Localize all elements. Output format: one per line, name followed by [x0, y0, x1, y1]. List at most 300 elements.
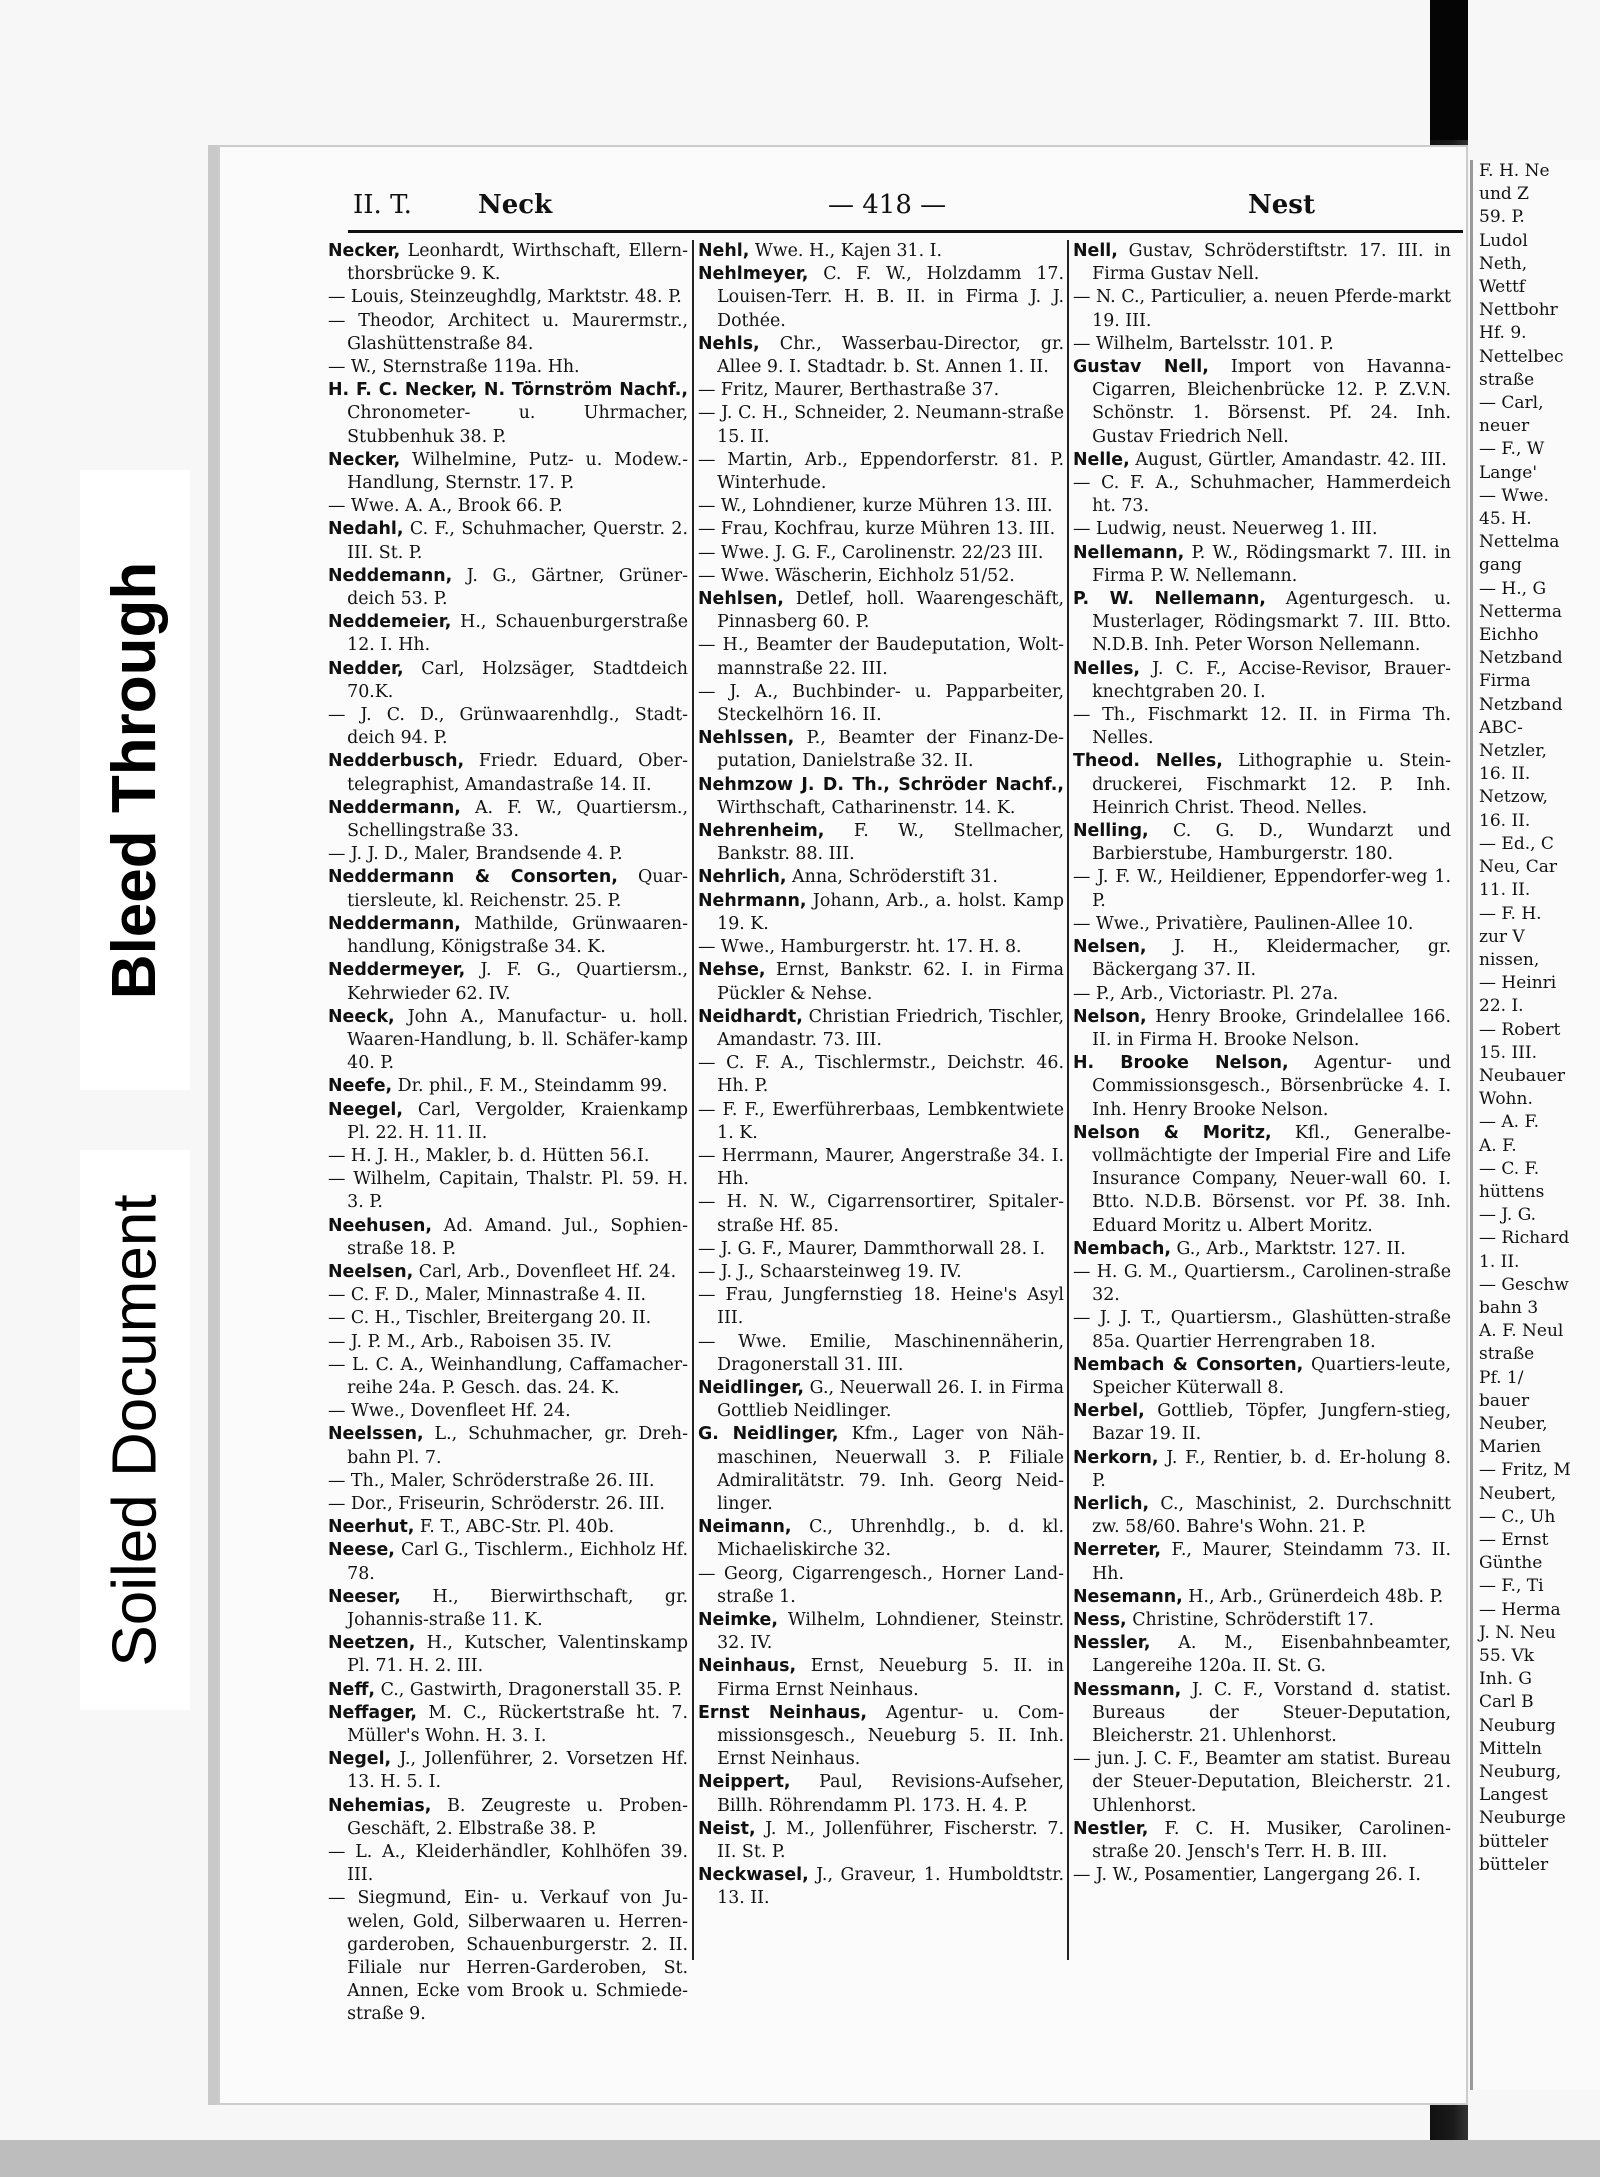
entry-name: Nestler,: [1073, 1818, 1149, 1839]
column-2: [698, 240, 1064, 1960]
adjacent-page-line: — Herma: [1479, 1599, 1561, 1620]
entry-text: J., Graveur, 1. Humboldtstr. 13. II.: [717, 1865, 1064, 1909]
directory-entry: [1073, 240, 1451, 286]
adjacent-page: [1470, 160, 1600, 2090]
entry-name: Neefe,: [328, 1076, 393, 1097]
adjacent-page-line: Günthe: [1479, 1553, 1543, 1574]
adjacent-page-line: Nettelma: [1479, 532, 1560, 553]
directory-entry: [1073, 866, 1451, 912]
directory-entry: [328, 1215, 688, 1261]
directory-entry: [698, 1099, 1064, 1145]
directory-entry: [698, 820, 1064, 866]
entry-name: Nembach & Consorten,: [1073, 1354, 1304, 1375]
directory-entry: [698, 890, 1064, 936]
entry-text: F. C. H. Musiker, Carolinen-straße 20. Jensch's Terr. H. B. III.: [1092, 1818, 1451, 1863]
entry-text: — Wwe., Privatière, Paulinen-Allee 10.: [1073, 913, 1414, 934]
directory-entry: [1073, 1354, 1451, 1400]
adjacent-page-line: Hf. 9.: [1479, 323, 1527, 344]
entry-text: — Herrmann, Maurer, Angerstraße 34. I. Hh.: [698, 1145, 1064, 1190]
adjacent-page-line: — Ed., C: [1479, 833, 1554, 854]
directory-entry: [328, 1748, 688, 1794]
directory-entry: [328, 750, 688, 796]
directory-entry: [328, 1539, 688, 1585]
entry-name: Neist,: [698, 1818, 756, 1839]
entry-name: Nehrlich,: [698, 867, 787, 888]
entry-text: — C. F. A., Schuhmacher, Hammerdeich ht. 73.: [1073, 473, 1451, 517]
adjacent-page-line: Eichho: [1479, 625, 1539, 646]
directory-entry: [328, 1400, 688, 1423]
adjacent-page-line: Firma: [1479, 671, 1531, 692]
entry-text: — N. C., Particulier, a. neuen Pferde-markt 19. III.: [1073, 287, 1451, 331]
entry-text: J. G., Gärtner, Grüner-deich 53. P.: [347, 565, 688, 610]
entry-name: Nehl,: [698, 241, 750, 261]
adjacent-page-line: — F. H.: [1479, 903, 1542, 924]
entry-text: Carl, Arb., Dovenfleet Hf. 24.: [413, 1261, 677, 1282]
header-right-word: Nest: [1248, 190, 1315, 220]
entry-text: — Th., Fischmarkt 12. II. in Firma Th. Nelles.: [1073, 705, 1451, 749]
entry-name: Neimann,: [698, 1517, 792, 1538]
directory-entry: [698, 936, 1064, 959]
directory-entry: [328, 379, 688, 449]
entry-text: C., Gastwirth, Dragonerstall 35. P.: [375, 1679, 682, 1700]
adjacent-page-line: Netzow,: [1479, 787, 1548, 808]
entry-text: H., Schauenburgerstraße 12. I. Hh.: [347, 612, 688, 656]
entry-text: — H., Beamter der Baudeputation, Wolt-mannstraße 22. III.: [698, 635, 1064, 679]
directory-entry: [1073, 472, 1451, 518]
entry-text: — Dor., Friseurin, Schröderstr. 26. III.: [328, 1493, 665, 1514]
directory-entry: [1073, 1493, 1451, 1539]
entry-text: C. F., Schuhmacher, Querstr. 2. III. St. P.: [347, 519, 688, 563]
directory-entry: [1073, 449, 1451, 472]
entry-name: Nessmann,: [1073, 1679, 1182, 1700]
entry-text: — C. F. A., Tischlermstr., Deichstr. 46. Hh. P.: [698, 1053, 1064, 1097]
entry-text: C. G. D., Wundarzt und Barbierstube, Hamburgerstr. 180.: [1092, 821, 1451, 865]
directory-entry: [328, 959, 688, 1005]
adjacent-page-line: 55. Vk: [1479, 1646, 1535, 1666]
entry-text: P., Beamter der Finanz-De-putation, Danielstraße 32. II.: [717, 728, 1064, 772]
entry-text: J. M., Jollenführer, Fischerstr. 7. II. St. P.: [717, 1818, 1064, 1863]
directory-entry: [698, 1609, 1064, 1655]
entry-text: Ernst, Bankstr. 62. I. in Firma Pückler & Nehse.: [717, 960, 1064, 1004]
entry-text: Mathilde, Grünwaaren-handlung, Königstraße 34. K.: [347, 913, 688, 958]
adjacent-page-line: Netzband: [1479, 694, 1563, 715]
directory-entry: [328, 1493, 688, 1516]
entry-name: Ernst Neinhaus,: [698, 1702, 868, 1723]
entry-text: — Frau, Kochfrau, kurze Mühren 13. III.: [698, 519, 1056, 540]
entry-text: — H. G. M., Quartiersm., Carolinen-straße 32.: [1073, 1261, 1451, 1306]
directory-entry: [1073, 333, 1451, 356]
entry-name: Negel,: [328, 1749, 392, 1770]
entry-name: Nelson,: [1073, 1006, 1147, 1027]
entry-text: A. M., Eisenbahnbeamter, Langereihe 120a. II. St. G.: [1092, 1633, 1451, 1677]
directory-entry: [1073, 1400, 1451, 1446]
bleed-through-label: [80, 470, 190, 1090]
entry-name: Neddermann & Consorten,: [328, 867, 618, 888]
directory-entry: [698, 774, 1064, 820]
entry-text: Kfm., Lager von Näh-maschinen, Neuerwall 3. P. Filiale Admiralitätstr. 79. Inh. Georg Neid-linger.: [717, 1424, 1064, 1514]
directory-entry: [1073, 658, 1451, 704]
entry-text: P. W., Rödingsmarkt 7. III. in Firma P. W. Nellemann.: [1092, 542, 1451, 586]
entry-text: H., Kutscher, Valentinskamp Pl. 71. H. 2. III.: [347, 1633, 688, 1677]
directory-entry: [328, 1307, 688, 1330]
directory-entry: [328, 1284, 688, 1307]
entry-text: — J. C. D., Grünwaarenhdlg., Stadt-deich 94. P.: [328, 705, 688, 749]
entry-text: Kfl., Generalbe-vollmächtigte der Imperial Fire and Life Insurance Company, Neuer-wall 60. I. Btto. N.D.B. Börsenst. vor Pf. 38. Inh. Eduard Moritz u. Albert Moritz.: [1092, 1122, 1451, 1236]
entry-name: Ness,: [1073, 1609, 1127, 1630]
column-divider: [1067, 240, 1069, 1960]
entry-text: J. F. G., Quartiersm., Kehrwieder 62. IV.: [347, 960, 688, 1004]
entry-text: Gustav, Schröderstiftstr. 17. III. in Firma Gustav Nell.: [1092, 241, 1451, 285]
entry-text: Wirthschaft, Catharinenstr. 14. K.: [717, 797, 1016, 818]
adjacent-page-line: — Fritz, M: [1479, 1460, 1571, 1481]
entry-name: Necker,: [328, 241, 401, 261]
entry-text: H., Bierwirthschaft, gr. Johannis-straße 11. K.: [347, 1586, 688, 1630]
entry-text: J. C. F., Vorstand d. statist. Bureaus der Steuer-Deputation, Bleicherstr. 21. Uhlenhorst.: [1092, 1679, 1451, 1746]
entry-name: Gustav Nell,: [1073, 357, 1209, 378]
entry-name: Nehls,: [698, 333, 760, 354]
directory-entry: [698, 1563, 1064, 1609]
page-header: [238, 187, 1453, 223]
adjacent-page-line: — Carl,: [1479, 393, 1544, 414]
directory-entry: [328, 1168, 688, 1214]
adjacent-page-line: bauer: [1479, 1390, 1530, 1411]
entry-text: — W., Lohndiener, kurze Mühren 13. III.: [698, 496, 1053, 517]
directory-entry: [698, 1238, 1064, 1261]
entry-name: Neetzen,: [328, 1633, 416, 1654]
entry-text: — C. F. D., Maler, Minnastraße 4. II.: [328, 1285, 647, 1306]
directory-entry: [328, 1006, 688, 1076]
directory-entry: [698, 1052, 1064, 1098]
entry-text: A. F. W., Quartiersm., Schellingstraße 33.: [347, 797, 688, 842]
directory-entry: [328, 1145, 688, 1168]
entry-text: — P., Arb., Victoriastr. Pl. 27a.: [1073, 983, 1339, 1004]
directory-entry: [328, 1470, 688, 1493]
entry-text: Quar-tiersleute, kl. Reichenstr. 25. P.: [347, 867, 688, 911]
entry-name: Nerreter,: [1073, 1540, 1162, 1561]
adjacent-page-line: 11. II.: [1479, 880, 1531, 901]
entry-name: Neelssen,: [328, 1424, 424, 1445]
directory-entry: [1073, 1632, 1451, 1678]
entry-text: — Siegmund, Ein- u. Verkauf von Ju-welen, Gold, Silberwaaren u. Herren-garderoben, Schauenburgerstr. 2. II. Filiale nur Herren-Garderoben, St. Annen, Ecke vom Brook u. Schmiede-straße 9.: [328, 1888, 688, 2025]
entry-text: — Wwe., Dovenfleet Hf. 24.: [328, 1401, 571, 1422]
entry-name: G. Neidlinger,: [698, 1424, 839, 1445]
directory-entry: [328, 1331, 688, 1354]
entry-text: Lithographie u. Stein-druckerei, Fischmarkt 12. P. Inh. Heinrich Christ. Theod. Nelles.: [1092, 751, 1451, 818]
adjacent-page-line: Neuburg,: [1479, 1762, 1562, 1783]
entry-name: Nerlich,: [1073, 1493, 1150, 1514]
directory-entry: [328, 310, 688, 356]
entry-text: — Fritz, Maurer, Berthastraße 37.: [698, 380, 1000, 401]
directory-entry: [698, 565, 1064, 588]
directory-entry: [698, 379, 1064, 402]
directory-entry: [1073, 936, 1451, 982]
directory-entry: [328, 797, 688, 843]
entry-text: — Wwe. A. A., Brook 66. P.: [328, 496, 563, 517]
adjacent-page-line: Neubert,: [1479, 1483, 1557, 1504]
adjacent-page-line: Netzler,: [1479, 741, 1547, 762]
entry-name: Neerhut,: [328, 1517, 415, 1538]
entry-name: Nedder,: [328, 658, 404, 679]
directory-entry: [328, 1887, 688, 2026]
entry-text: Henry Brooke, Grindelallee 166. II. in Firma H. Brooke Nelson.: [1092, 1006, 1451, 1050]
entry-name: Neckwasel,: [698, 1865, 809, 1886]
adjacent-page-line: Netzband: [1479, 648, 1563, 669]
entry-text: — H. N. W., Cigarrensortirer, Spitaler-straße Hf. 85.: [698, 1192, 1064, 1236]
directory-entry: [1073, 1818, 1451, 1864]
adjacent-page-line: gang: [1479, 555, 1522, 576]
adjacent-page-line: neuer: [1479, 416, 1530, 437]
entry-text: Chr., Wasserbau-Director, gr. Allee 9. I. Stadtadr. b. St. Annen 1. II.: [717, 333, 1064, 378]
directory-entry: [698, 1191, 1064, 1237]
directory-entry: [1073, 1748, 1451, 1818]
entry-text: — J. W., Posamentier, Langergang 26. I.: [1073, 1865, 1421, 1886]
adjacent-page-line: hüttens: [1479, 1181, 1545, 1202]
adjacent-page-line: — A. F.: [1479, 1112, 1540, 1133]
adjacent-page-line: Netterma: [1479, 601, 1563, 622]
entry-text: — Wwe., Hamburgerstr. ht. 17. H. 8.: [698, 937, 1022, 958]
adjacent-page-line: — Richard: [1479, 1228, 1570, 1249]
adjacent-page-line: bahn 3: [1479, 1297, 1539, 1318]
directory-entry: [698, 333, 1064, 379]
entry-name: Nelling,: [1073, 821, 1149, 842]
directory-entry: [1073, 356, 1451, 449]
directory-entry: [328, 843, 688, 866]
directory-entry: [1073, 286, 1451, 332]
entry-name: Neimke,: [698, 1609, 778, 1630]
scan-bottom-band: [0, 2140, 1600, 2177]
entry-text: — Wwe. Emilie, Maschinennäherin, Dragonerstall 31. III.: [698, 1331, 1064, 1375]
adjacent-page-line: — J. G.: [1479, 1205, 1537, 1226]
directory-entry: [328, 1099, 688, 1145]
entry-text: — L. A., Kleiderhändler, Kohlhöfen 39. III.: [328, 1842, 688, 1886]
entry-name: Neddermeyer,: [328, 960, 466, 981]
adjacent-page-line: 16. II.: [1479, 764, 1531, 785]
entry-text: — Ludwig, neust. Neuerweg 1. III.: [1073, 519, 1378, 540]
directory-entry: [1073, 1052, 1451, 1122]
entry-text: J. F., Rentier, b. d. Er-holung 8. P.: [1092, 1447, 1451, 1491]
adjacent-page-line: — Wwe.: [1479, 485, 1549, 506]
entry-text: — Wwe. Wäscherin, Eichholz 51/52.: [698, 565, 1015, 586]
entry-text: C. F. W., Holzdamm 17. Louisen-Terr. H. B. II. in Firma J. J. Dothée.: [717, 264, 1064, 331]
adjacent-page-line: Wohn.: [1479, 1089, 1533, 1110]
entry-name: Neddermann,: [328, 797, 461, 818]
entry-name: Nehrenheim,: [698, 821, 825, 842]
section-label: II. T.: [353, 190, 412, 220]
entry-name: Nehse,: [698, 960, 766, 981]
adjacent-page-line: A. F. Neul: [1479, 1321, 1564, 1342]
adjacent-page-line: Inh. G: [1479, 1669, 1533, 1690]
entry-name: Neelsen,: [328, 1261, 414, 1282]
adjacent-page-line: 45. H.: [1479, 509, 1532, 530]
adjacent-page-line: Langest: [1479, 1785, 1548, 1806]
directory-entry: [698, 681, 1064, 727]
entry-text: Quartiers-leute, Speicher Küterwall 8.: [1092, 1354, 1451, 1398]
directory-entry: [698, 1331, 1064, 1377]
directory-entry: [1073, 1609, 1451, 1632]
directory-entry: [1073, 704, 1451, 750]
directory-entry: [698, 495, 1064, 518]
adjacent-page-line: Neuburg: [1479, 1715, 1556, 1736]
entry-name: Nelles,: [1073, 658, 1141, 679]
entry-text: J. H., Kleidermacher, gr. Bäckergang 37. II.: [1092, 937, 1451, 981]
adjacent-page-line: bütteler: [1479, 1831, 1549, 1852]
adjacent-page-line: Neubauer: [1479, 1065, 1566, 1086]
entry-text: H., Arb., Grünerdeich 48b. P.: [1182, 1586, 1444, 1607]
adjacent-page-line: bütteler: [1479, 1854, 1549, 1875]
entry-text: Friedr. Eduard, Ober-telegraphist, Amandastraße 14. II.: [347, 751, 688, 795]
column-divider: [692, 240, 694, 1960]
adjacent-page-line: Nettbohr: [1479, 300, 1558, 321]
soiled-document-text: Soiled Document: [100, 1193, 170, 1667]
entry-name: Neeck,: [328, 1006, 395, 1027]
adjacent-page-line: straße: [1479, 1344, 1535, 1365]
entry-name: Nelson & Moritz,: [1073, 1122, 1272, 1143]
directory-entry: [698, 1377, 1064, 1423]
entry-text: Agentur- u. Com-missionsgesch., Neueburg 5. II. Inh. Ernst Neinhaus.: [717, 1702, 1064, 1770]
directory-entry: [1073, 1238, 1451, 1261]
adjacent-page-line: — Geschw: [1479, 1274, 1569, 1295]
adjacent-page-line: nissen,: [1479, 949, 1540, 970]
adjacent-page-line: 15. III.: [1479, 1042, 1537, 1063]
entry-name: Neidlinger,: [698, 1377, 804, 1398]
entry-name: Nesemann,: [1073, 1586, 1183, 1607]
entry-text: Johann, Arb., a. holst. Kamp 19. K.: [717, 890, 1064, 934]
directory-entry: [328, 1841, 688, 1887]
adjacent-page-line: Neuber,: [1479, 1413, 1548, 1434]
entry-text: August, Gürtler, Amandastr. 42. III.: [1129, 449, 1447, 470]
directory-entry: [1073, 1447, 1451, 1493]
directory-entry: [328, 240, 688, 286]
entry-text: — W., Sternstraße 119a. Hh.: [328, 357, 580, 378]
directory-entry: [328, 704, 688, 750]
entry-text: Detlef, holl. Waarengeschäft, Pinnasberg 60. P.: [717, 589, 1064, 633]
entry-text: — jun. J. C. F., Beamter am statist. Bureau der Steuer-Deputation, Bleicherstr. 21. Uhlenhorst.: [1073, 1749, 1451, 1816]
adjacent-page-line: und Z: [1479, 184, 1529, 205]
soiled-document-label: [80, 1150, 190, 1710]
directory-entry: [1073, 820, 1451, 866]
adjacent-page-line: — H., G: [1479, 578, 1547, 599]
entry-text: Ernst, Neueburg 5. II. in Firma Ernst Neinhaus.: [717, 1656, 1064, 1700]
directory-entry: [1073, 1586, 1451, 1609]
directory-entry: [1073, 1679, 1451, 1749]
adjacent-page-line: Lange': [1479, 462, 1537, 483]
entry-name: Neffager,: [328, 1702, 418, 1723]
directory-entry: [698, 1702, 1064, 1772]
entry-text: J., Jollenführer, 2. Vorsetzen Hf. 13. H. 5. I.: [347, 1749, 688, 1793]
entry-text: — J. P. M., Arb., Raboisen 35. IV.: [328, 1331, 612, 1352]
entry-text: Agenturgesch. u. Musterlager, Rödingsmarkt 7. III. Btto. N.D.B. Inh. Peter Worson Nellemann.: [1092, 589, 1451, 656]
adjacent-page-line: — Heinri: [1479, 973, 1557, 994]
adjacent-page-line: Neth,: [1479, 253, 1528, 274]
entry-text: F. W., Stellmacher, Bankstr. 88. III.: [717, 821, 1064, 865]
entry-text: C., Uhrenhdlg., b. d. kl. Michaeliskirche 32.: [717, 1517, 1064, 1561]
adjacent-page-line: — Ernst: [1479, 1529, 1549, 1550]
book-spine-top: [1430, 0, 1468, 140]
directory-entry: [328, 1679, 688, 1702]
header-left-word: Neck: [478, 190, 553, 220]
directory-entry: [328, 356, 688, 379]
entry-text: Ad. Amand. Jul., Sophien-straße 18. P.: [347, 1215, 688, 1259]
entry-text: — Th., Maler, Schröderstraße 26. III.: [328, 1470, 655, 1491]
directory-entry: [698, 866, 1064, 889]
directory-entry: [328, 658, 688, 704]
adjacent-page-line: Carl B: [1479, 1692, 1534, 1713]
adjacent-page-line: — F., Ti: [1479, 1576, 1544, 1597]
entry-text: L., Schuhmacher, gr. Dreh-bahn Pl. 7.: [347, 1424, 688, 1468]
directory-entry: [1073, 542, 1451, 588]
document-page: [208, 145, 1468, 2105]
directory-entry: [328, 611, 688, 657]
entry-text: — J. J. D., Maler, Brandsende 4. P.: [328, 844, 623, 865]
entry-text: — F. F., Ewerführerbaas, Lembkentwiete 1. K.: [698, 1099, 1064, 1143]
entry-name: Neippert,: [698, 1772, 791, 1793]
entry-text: F. T., ABC-Str. Pl. 40b.: [414, 1517, 615, 1538]
directory-entry: [698, 1261, 1064, 1284]
adjacent-page-line: ABC-: [1479, 717, 1523, 738]
entry-name: H. F. C. Necker, N. Törnström Nachf.,: [328, 380, 688, 401]
entry-name: Neehusen,: [328, 1215, 433, 1236]
directory-entry: [328, 1702, 688, 1748]
entry-text: Christine, Schröderstift 17.: [1126, 1609, 1375, 1630]
entry-text: Christian Friedrich, Tischler, Amandastr. 73. III.: [717, 1006, 1064, 1050]
entry-text: — L. C. A., Weinhandlung, Caffamacher-reihe 24a. P. Gesch. das. 24. K.: [328, 1354, 688, 1398]
entry-name: Nehmzow J. D. Th., Schröder Nachf.,: [698, 774, 1064, 795]
adjacent-page-line: zur V: [1479, 926, 1525, 947]
entry-text: Gottlieb, Töpfer, Jungfern-stieg, Bazar 19. II.: [1092, 1401, 1451, 1445]
entry-name: Nelle,: [1073, 449, 1130, 470]
entry-name: Neidhardt,: [698, 1006, 803, 1027]
entry-name: Nehrmann,: [698, 890, 807, 911]
entry-text: — Wilhelm, Capitain, Thalstr. Pl. 59. H. 3. P.: [328, 1169, 688, 1213]
directory-entry: [328, 866, 688, 912]
entry-text: Carl G., Tischlerm., Eichholz Hf. 78.: [347, 1540, 688, 1584]
entry-name: Nehemias,: [328, 1795, 432, 1816]
adjacent-page-line: Neu, Car: [1479, 857, 1557, 878]
entry-name: Neddermann,: [328, 913, 461, 934]
adjacent-page-line: — F., W: [1479, 439, 1545, 460]
directory-entry: [1073, 1122, 1451, 1238]
entry-text: Carl, Holzsäger, Stadtdeich 70.K.: [347, 658, 688, 702]
directory-entry: [698, 959, 1064, 1005]
entry-text: — Wwe. J. G. F., Carolinenstr. 22/23 III.: [698, 542, 1044, 563]
entry-text: Leonhardt, Wirthschaft, Ellern-thorsbrücke 9. K.: [347, 241, 688, 285]
entry-text: — J. F. W., Heildiener, Eppendorfer-weg 1. P.: [1073, 867, 1451, 911]
entry-name: Nedderbusch,: [328, 751, 465, 772]
entry-text: Anna, Schröderstift 31.: [786, 867, 998, 888]
entry-name: Neeser,: [328, 1586, 401, 1607]
entry-text: — Wilhelm, Bartelsstr. 101. P.: [1073, 333, 1334, 354]
directory-entry: [698, 542, 1064, 565]
directory-entry: [1073, 913, 1451, 936]
adjacent-page-line: straße: [1479, 369, 1535, 390]
entry-name: H. Brooke Nelson,: [1073, 1053, 1289, 1074]
adjacent-page-line: — Robert: [1479, 1019, 1561, 1040]
adjacent-page-line: 1. II.: [1479, 1251, 1520, 1272]
directory-entry: [698, 240, 1064, 263]
adjacent-page-line: 16. II.: [1479, 810, 1531, 831]
entry-text: Carl, Vergolder, Kraienkamp Pl. 22. H. 11. II.: [347, 1099, 688, 1143]
adjacent-page-line: Nettelbec: [1479, 346, 1564, 367]
entry-text: Dr. phil., F. M., Steindamm 99.: [392, 1076, 668, 1097]
directory-entry: [698, 1145, 1064, 1191]
entry-name: Nessler,: [1073, 1633, 1151, 1654]
directory-entry: [698, 1818, 1064, 1864]
entry-text: — Theodor, Architect u. Maurermstr., Glashüttenstraße 84.: [328, 310, 688, 354]
adjacent-page-line: Wettf: [1479, 277, 1526, 298]
directory-entry: [1073, 750, 1451, 820]
entry-text: F., Maurer, Steindamm 73. II. Hh.: [1092, 1540, 1451, 1584]
entry-name: Nehlssen,: [698, 728, 795, 749]
